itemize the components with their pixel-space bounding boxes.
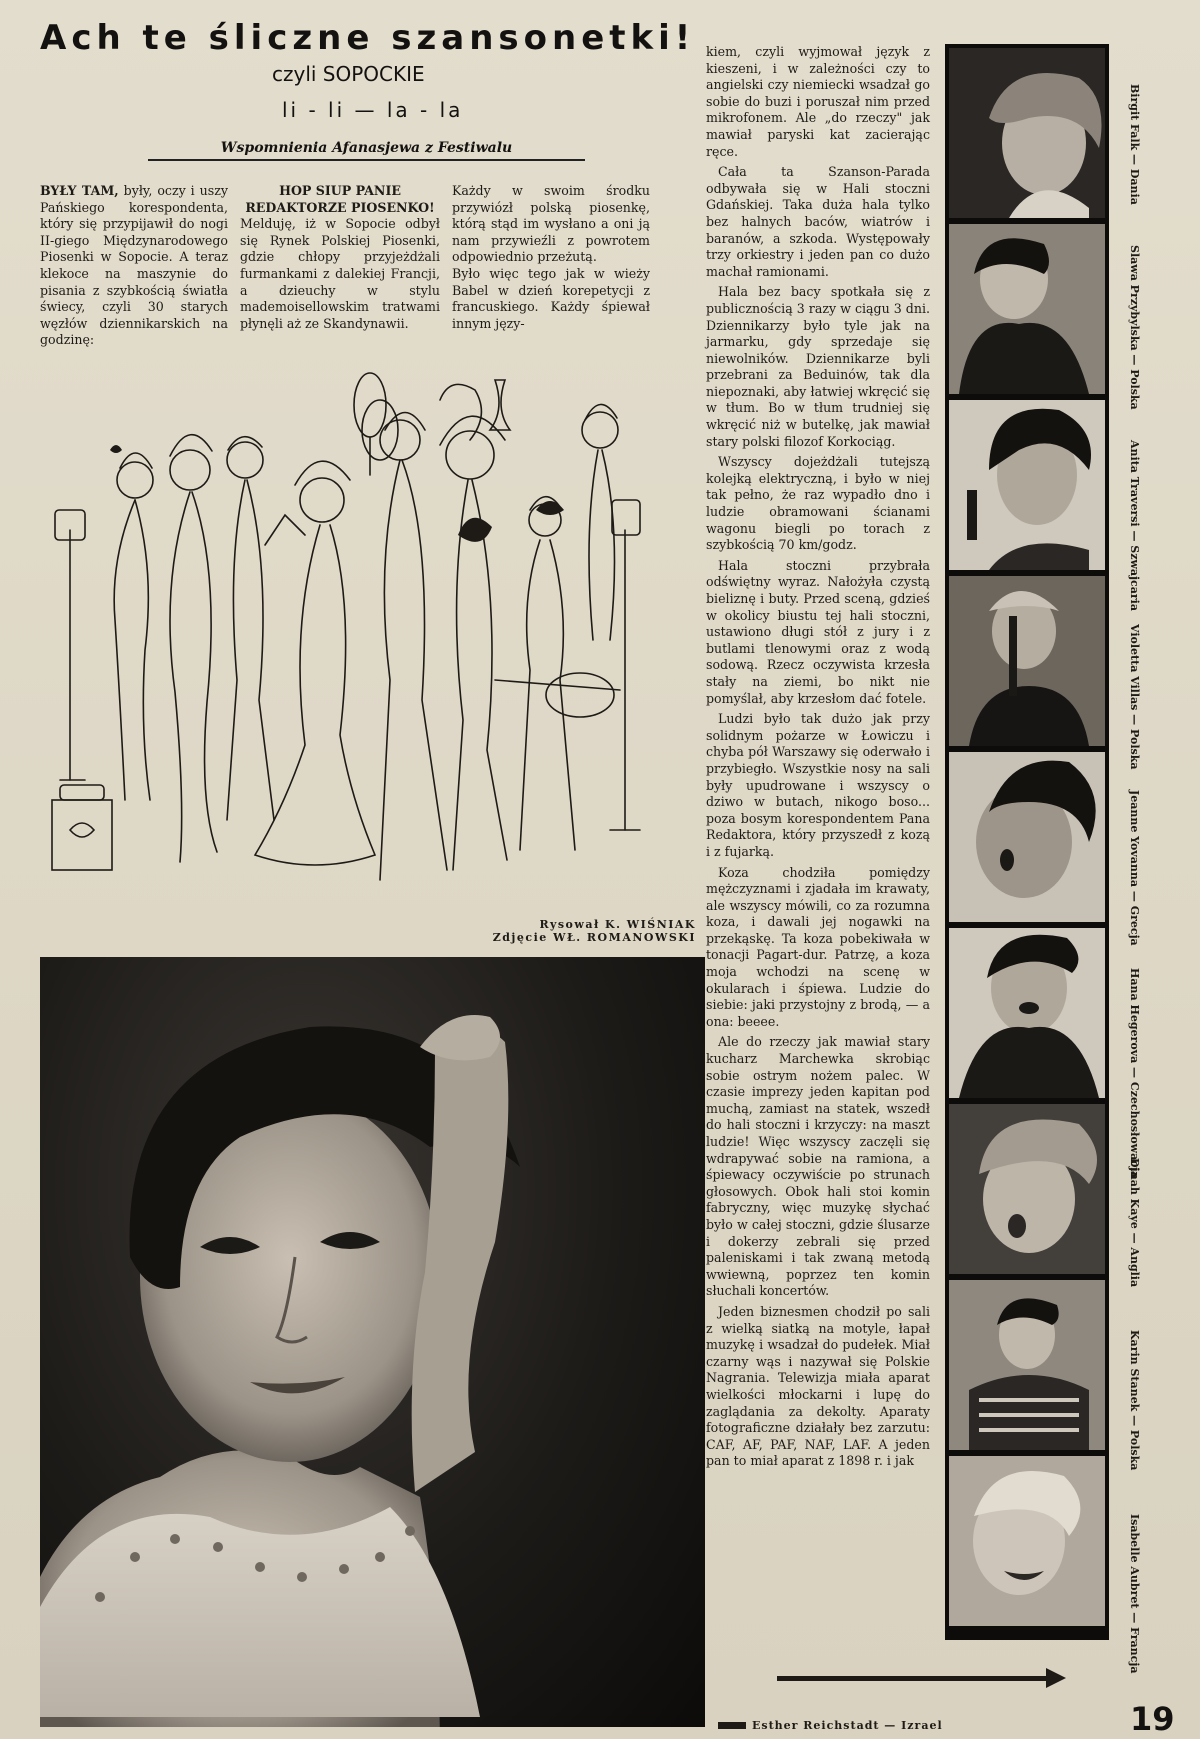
pointer-icon xyxy=(718,1722,746,1729)
illustration-credit: Rysował K. WIŚNIAK xyxy=(539,918,696,931)
portrait-thumb-violetta-villas xyxy=(949,576,1105,746)
divider-rule xyxy=(148,159,585,161)
caption-slawa-przybylska: Slawa Przybylska — Polska xyxy=(1128,245,1141,410)
text-column-2 xyxy=(240,183,440,332)
portrait-photo-drawing xyxy=(40,957,705,1727)
right-paragraph: Jeden biznesmen chodził po sali z wielką siatką na motyle, łapał muzykę i wsadzał do pudełek. Miał czarny wąs i nazywał się Polskie Nagrania. Telewizja miała aparat wielkości młockarni i lupę do zaglądania za dekolty. Aparaty fotograficzne działały bez zarzutu: CAF, AF, PAF, NAF, LAF. A jeden pan to miał aparat z 1898 r. i jak xyxy=(706,1303,930,1469)
image-credits xyxy=(470,918,696,944)
arrow-head-icon xyxy=(1046,1668,1066,1688)
portrait-thumb-isabelle-aubret xyxy=(949,1456,1105,1626)
portrait-thumb-birgit-falk xyxy=(949,48,1105,218)
portrait-photo-esther-reichstadt xyxy=(40,957,705,1727)
caption-hana-hegerova: Hana Hegerova — Czechosłowacja xyxy=(1128,968,1141,1179)
lead-words: BYŁY TAM, xyxy=(40,183,119,198)
caption-violetta-villas: Violetta Villas — Polska xyxy=(1128,624,1141,770)
column-3-paragraph-2: Było więc tego jak w wieży Babel w dzień korepetycji z francuskiego. Każdy śpiewał innym języ- xyxy=(452,265,650,331)
photo-credit: Zdjęcie WŁ. ROMANOWSKI xyxy=(492,931,696,944)
right-paragraph: Hala stoczni przybrała odświętny wyraz. Nałożyła czystą bieliznę i buty. Przed sceną, gdzieś w okolicy biustu tej hali stoczni, ustawiono długi stół z jury i z butlami tlenowymi oraz z wodą sodową. Rzecz oczywista krzesła stały na ziemi, bo nikt nie pomyślał, aby krzesłom dać fotele. xyxy=(706,557,930,706)
text-column-3 xyxy=(452,183,650,332)
caption-dinah-kaye: Dinah Kaye — Anglia xyxy=(1128,1158,1141,1288)
right-paragraph: Koza chodziła pomiędzy mężczyznami i zjadała im krawaty, ale wszyscy mówili, co za rozumna koza, i dawali jej nogawki na przekąskę. Ta koza pobekiwała w tonacji Pagart-dur. Patrzę, a koza moja wchodzi na scenę w okularach i śpiewa. Ludzie do siebie: jaki przystojny z brodą, — a ona: beeee. xyxy=(706,864,930,1029)
column-2-paragraph: Melduję, iż w Sopocie odbył się Rynek Polskiej Piosenki, gdzie chłopy przyjeżdżali furmankami z dalekiej Francji, a dzieuchy w stylu mademoisellowskim tratwami płynęli aż ze Skandynawii. xyxy=(240,216,440,331)
portrait-thumb-dinah-kaye xyxy=(949,1104,1105,1274)
caption-birgit-falk: Birgit Falk — Dania xyxy=(1128,84,1141,205)
portrait-thumb-hana-hegerova xyxy=(949,928,1105,1098)
article-subtitle-line1: czyli SOPOCKIE xyxy=(272,62,425,86)
caption-karin-stanek: Karin Stanek — Polska xyxy=(1128,1330,1141,1471)
continuation-arrow xyxy=(777,1676,1047,1681)
column-3-paragraph-1: Każdy w swoim środku przywiózł polską piosenkę, którą stąd im wysłano a oni ją nam przywieźli z powrotem odpowiednio przeżutą. xyxy=(452,183,650,265)
main-photo-caption: Esther Reichstadt — Izrael xyxy=(752,1719,943,1732)
portrait-thumb-slawa-przybylska xyxy=(949,224,1105,394)
portrait-strip xyxy=(945,44,1109,1640)
continuation-column xyxy=(706,44,930,1474)
section-heading: HOP SIUP PANIE REDAKTORZE PIOSENKO! xyxy=(245,183,435,215)
lead-text: były, oczy i uszy Pańskiego korespondenta, który się przypijawił do nogi II-giego Międzynarodowego Piosenki w Sopocie. A teraz klekoce na maszynie do pisania z szybkością światła świecy, czyli 30 starych węzłów dziennikarskich na godzinę: xyxy=(40,183,228,348)
portrait-thumb-anita-traversi xyxy=(949,400,1105,570)
article-subtitle-line2: li - li — la - la xyxy=(282,98,464,122)
portrait-thumb-karin-stanek xyxy=(949,1280,1105,1450)
caption-jeanne-yovanna: Jeanne Yovanna — Grecja xyxy=(1128,790,1141,946)
right-paragraph: Hala bez bacy spotkała się z publicznością 3 razy w ciągu 3 dni. Dziennikarzy było tyle jak na jarmarku, gdy sprzedaje się niewolników. Dziennikarze byli przebrani za Beduinów, tak dla niepoznaki, aby łatwiej wkręcić się w tłum. Bo w tłum trudniej się wkręcić niż w butelkę, jak mawiał stary polski filozof Korkociąg. xyxy=(706,284,930,449)
page-number: 19 xyxy=(1130,1700,1175,1738)
right-paragraph: kiem, czyli wyjmował język z kieszeni, i w zależności czy to angielski czy niemiecki wsadzał go sobie do buzi i poruszał nim przed mikrofonem. Ale „do rzeczy" jak mawiał paryski kat zacierając ręce. xyxy=(706,44,930,159)
portrait-thumb-jeanne-yovanna xyxy=(949,752,1105,922)
right-paragraph: Cała ta Szanson-Parada odbywała się w Hali stoczni Gdańskiej. Taka duża hala tylko bez halnych baców, wiatrów i baranów, a szkoda. Występowały trzy orkiestry i jeden pan co dużo machał ramionami. xyxy=(706,164,930,279)
right-paragraph: Ale do rzeczy jak mawiał stary kucharz Marchewka skrobiąc sobie ostrym nożem palec. W czasie imprezy jeden kapitan pod muchą, zamiast na statek, wszedł do hali stoczni i krzyczy: na maszt ludzie! Więc wszyscy zaczęli się wdrapywać sobie na ramiona, a śpiewacy oczywiście po strunach głosowych. Obok hali stoi komin fabryczny, więc muzykę słychać było w całej stoczni, gdzie ślusarze i dokerzy zebrali się przed paleniskami i tak zwaną metodą wwiewną, poprzez ten komin słuchali koncertów. xyxy=(706,1034,930,1299)
text-column-1 xyxy=(40,183,228,349)
right-paragraph: Ludzi było tak dużo jak przy solidnym pożarze w Łowiczu i chyba pół Warszawy się oderwało i przybiegło. Wszystkie nosy na sali były upudrowane i wszyscy o dziwo w butach, nikogo boso... poza bosym korespondentem Pana Redaktora, który przyszedł z kozą i z fujarką. xyxy=(706,711,930,859)
caption-isabelle-aubret: Isabelle Aubret — Francja xyxy=(1128,1514,1141,1674)
article-kicker: Wspomnienia Afanasjewa z Festiwalu xyxy=(220,140,513,156)
article-title: Ach te śliczne szansonetki! xyxy=(40,18,696,58)
caption-anita-traversi: Anita Traversi — Szwajcaria xyxy=(1128,440,1141,611)
right-paragraph: Wszyscy dojeżdżali tutejszą kolejką elektryczną, i było w niej tak pełno, że raz wypadło dno i ludzie obramowani ścianami wagonu biegli po torach z szybkością 70 km/godz. xyxy=(706,454,930,553)
lead-paragraph xyxy=(40,183,228,349)
cartoon-illustration xyxy=(40,360,690,920)
